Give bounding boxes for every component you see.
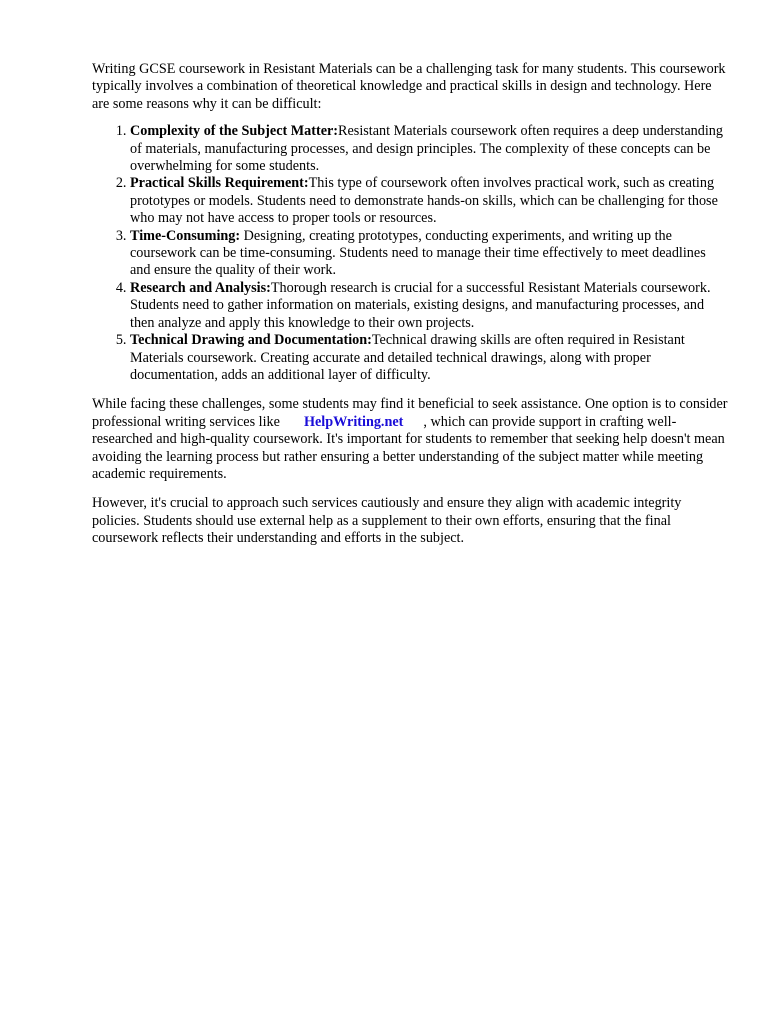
reason-text: Resistant Materials coursework often requires a deep understanding of materials, manufacturing processes, and design principles. The complexity of these concepts can be overwhelming for some students. xyxy=(130,123,723,175)
document-page xyxy=(92,61,728,560)
assistance-text-after: , which can provide support in crafting well-researched and high-quality coursework. It's important for students to remember that seeking help doesn't mean avoiding the learning process but rather ensuring a better understanding of the subject matter while meeting academic requirements. xyxy=(92,413,725,482)
reasons-list xyxy=(92,123,728,384)
reason-text: Thorough research is crucial for a successful Resistant Materials coursework. Students need to gather information on materials, existing designs, and manufacturing processes, and then analyze and apply this knowledge to their own projects. xyxy=(130,279,711,331)
reason-text: Designing, creating prototypes, conducting experiments, and writing up the coursework can be time-consuming. Students need to manage their time effectively to meet deadlines and ensure the quality of their work. xyxy=(130,227,706,279)
list-item xyxy=(130,280,728,332)
closing-paragraph: However, it's crucial to approach such services cautiously and ensure they align with academic integrity policies. Students should use external help as a supplement to their own efforts, ensuring that the final coursework reflects their understanding and efforts in the subject. xyxy=(92,495,682,547)
list-item xyxy=(130,332,728,384)
reason-title: Complexity of the Subject Matter: xyxy=(130,123,339,140)
reason-text: Technical drawing skills are often required in Resistant Materials coursework. Creating accurate and detailed technical drawings, along with proper documentation, adds an additional layer of difficulty. xyxy=(130,332,685,383)
assistance-text-before: While facing these challenges, some students may find it beneficial to seek assistance. One option is to consider professional writing services like xyxy=(92,396,728,430)
reason-title: Practical Skills Requirement: xyxy=(130,175,309,192)
list-item xyxy=(130,175,728,227)
list-item xyxy=(130,228,728,280)
reason-text: This type of coursework often involves practical work, such as creating prototypes or models. Students need to demonstrate hands-on skills, which can be challenging for those who may not have access to proper tools or resources. xyxy=(130,175,718,227)
intro-paragraph: Writing GCSE coursework in Resistant Materials can be a challenging task for many students. This coursework typically involves a combination of theoretical knowledge and practical skills in design and technology. Here are some reasons why it can be difficult: xyxy=(92,61,726,112)
assistance-paragraph xyxy=(92,396,728,483)
reason-title: Time-Consuming: xyxy=(130,227,241,244)
list-item xyxy=(130,123,728,175)
reason-title: Technical Drawing and Documentation: xyxy=(130,332,372,349)
reason-title: Research and Analysis: xyxy=(130,279,271,296)
helpwriting-link[interactable]: HelpWriting.net xyxy=(303,413,404,430)
